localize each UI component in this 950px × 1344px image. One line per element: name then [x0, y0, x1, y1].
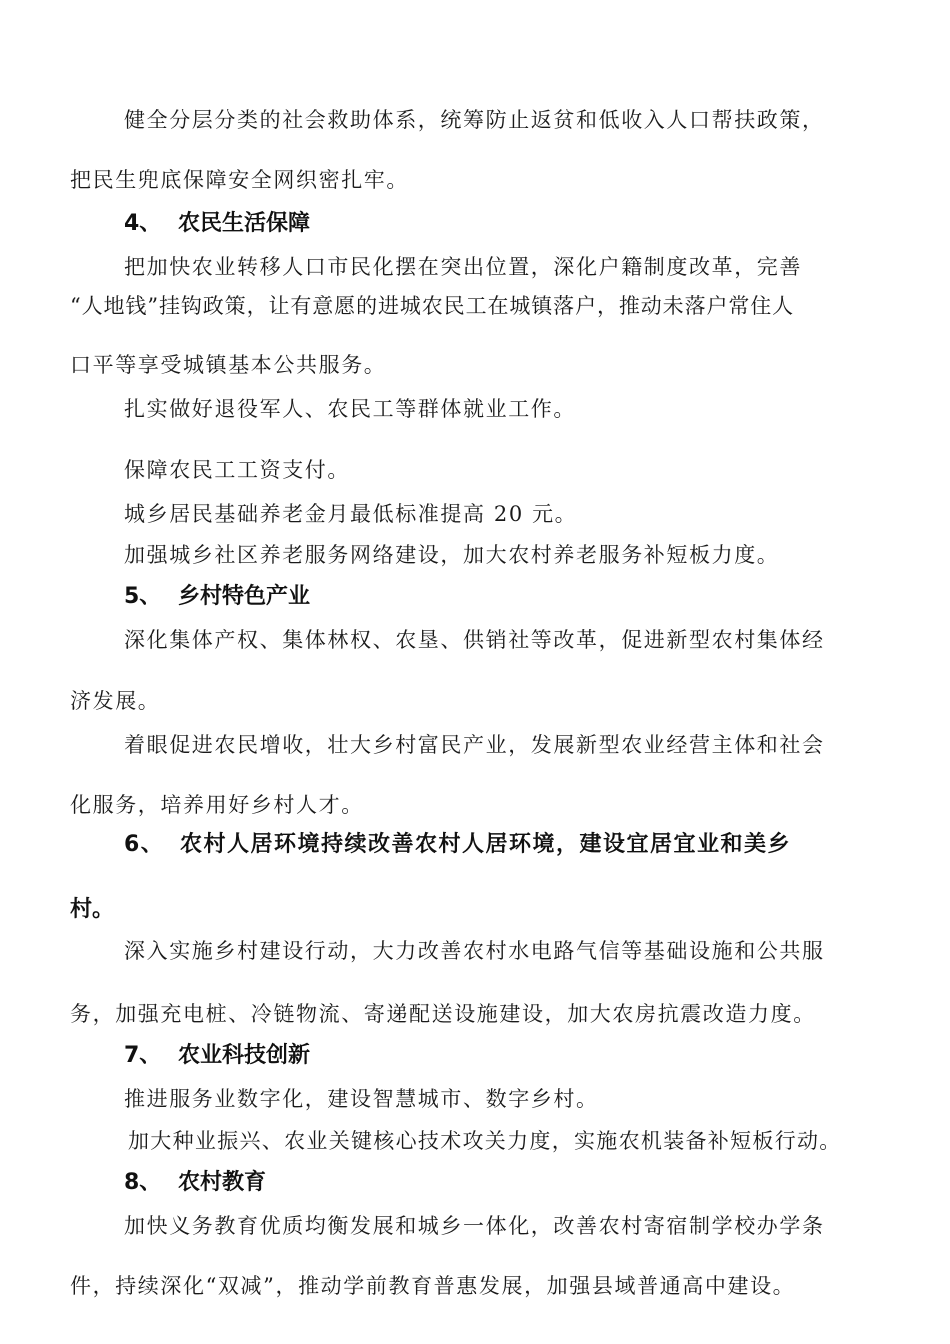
section-heading-7 [124, 1045, 310, 1067]
paragraph-line: 深化集体产权、集体林权、农垦、供销社等改革，促进新型农村集体经 [124, 628, 825, 652]
paragraph-line: “人地钱”挂钩政策，让有意愿的进城农民工在城镇落户，推动未落户常住人 [70, 294, 795, 318]
paragraph-line: 加强城乡社区养老服务网络建设，加大农村养老服务补短板力度。 [124, 543, 780, 567]
section-title: 农村教育 [178, 1170, 267, 1195]
paragraph-line: 着眼促进农民增收，壮大乡村富民产业，发展新型农业经营主体和社会 [124, 733, 825, 757]
paragraph-line: 深入实施乡村建设行动，大力改善农村水电路气信等基础设施和公共服 [124, 939, 825, 963]
section-number: 6、 [124, 832, 165, 857]
section-title: 农业科技创新 [178, 1043, 311, 1068]
paragraph-line: 健全分层分类的社会救助体系，统筹防止返贫和低收入人口帮扶政策， [124, 108, 825, 132]
paragraph-line: 济发展。 [70, 689, 161, 713]
paragraph-line: 务，加强充电桩、冷链物流、寄递配送设施建设，加大农房抗震改造力度。 [70, 1002, 816, 1026]
section-title: 农民生活保障 [178, 211, 311, 236]
section-heading-6 [124, 834, 791, 856]
section-title: 农村人居环境持续改善农村人居环境，建设宜居宜业和美乡 [180, 832, 792, 857]
paragraph-line: 把民生兜底保障安全网织密扎牢。 [70, 168, 409, 192]
section-number: 8、 [124, 1170, 162, 1195]
paragraph-line: 保障农民工工资支付。 [124, 458, 350, 482]
paragraph-line: 加快义务教育优质均衡发展和城乡一体化，改善农村寄宿制学校办学条 [124, 1214, 825, 1238]
section-heading-4 [124, 213, 310, 235]
section-number: 5、 [124, 584, 162, 609]
section-heading-8 [124, 1172, 266, 1194]
section-heading-5 [124, 586, 310, 608]
section-number: 4、 [124, 211, 162, 236]
paragraph-line: 扎实做好退役军人、农民工等群体就业工作。 [124, 397, 576, 421]
section-number: 7、 [124, 1043, 162, 1068]
paragraph-line: 城乡居民基础养老金月最低标准提高 20 元。 [124, 502, 578, 526]
paragraph-line: 化服务，培养用好乡村人才。 [70, 793, 364, 817]
paragraph-line: 件，持续深化“双减”，推动学前教育普惠发展，加强县域普通高中建设。 [70, 1274, 796, 1298]
section-title-continuation: 村。 [70, 897, 115, 922]
paragraph-line: 把加快农业转移人口市民化摆在突出位置，深化户籍制度改革，完善 [124, 255, 802, 279]
section-title: 乡村特色产业 [178, 584, 311, 609]
paragraph-line: 口平等享受城镇基本公共服务。 [70, 353, 387, 377]
paragraph-line: 推进服务业数字化，建设智慧城市、数字乡村。 [124, 1087, 599, 1111]
paragraph-line: 加大种业振兴、农业关键核心技术攻关力度，实施农机装备补短板行动。 [128, 1129, 842, 1153]
